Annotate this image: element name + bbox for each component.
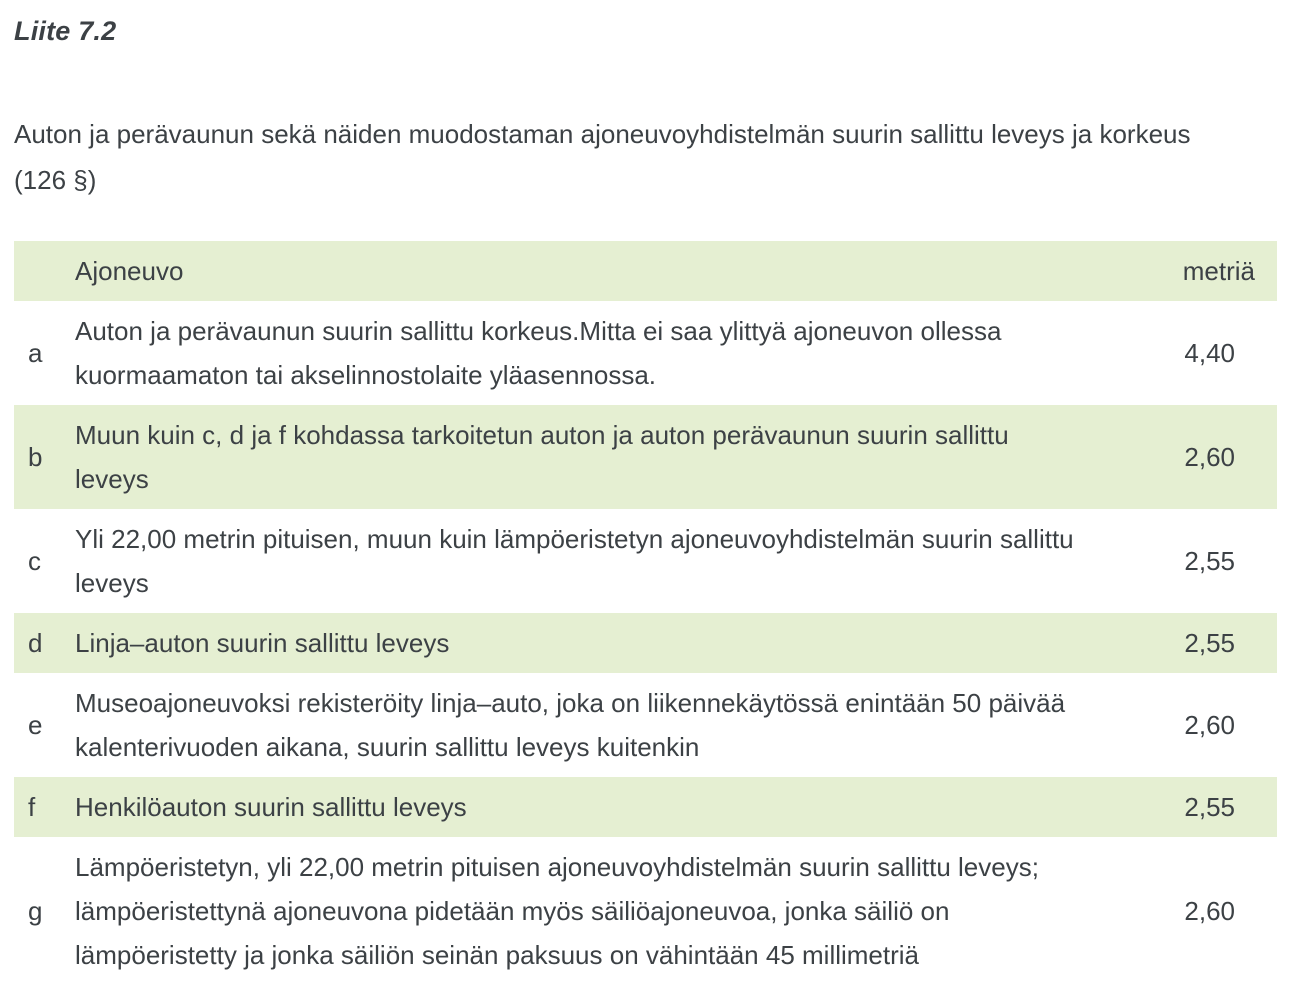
row-description-cell: Auton ja perävaunun suurin sallittu korkeus.Mitta ei saa ylittyä ajoneuvon ollessa kuormaamaton tai akselinnostolaite yläasennossa. — [75, 316, 1002, 390]
row-key-cell: b — [28, 442, 43, 472]
row-description-cell: Muun kuin c, d ja f kohdassa tarkoitetun auton ja auton perävaunun suurin sallittu leveys — [75, 420, 1009, 494]
row-description-cell: Henkilöauton suurin sallittu leveys — [75, 792, 467, 822]
row-description-cell: Museoajoneuvoksi rekisteröity linja–auto, joka on liikennekäytössä enintään 50 päivää kalenterivuoden aikana, suurin sallittu leveys kuitenkin — [75, 688, 1066, 762]
appendix-title: Liite 7.2 — [14, 16, 117, 46]
table-row — [14, 509, 1277, 613]
table-row — [14, 837, 1277, 985]
table-row — [14, 613, 1277, 673]
header-key-cell — [14, 241, 75, 301]
header-vehicle-cell: Ajoneuvo — [75, 256, 184, 286]
table-row — [14, 673, 1277, 777]
row-key-cell: d — [28, 628, 43, 658]
header-row — [14, 241, 1277, 301]
row-description-cell: Yli 22,00 metrin pituisen, muun kuin lämpöeristetyn ajoneuvoyhdistelmän suurin sallittu leveys — [75, 524, 1074, 598]
row-value-cell: 2,60 — [1184, 710, 1235, 740]
row-key-cell: e — [28, 710, 43, 740]
table-row — [14, 405, 1277, 509]
table-row — [14, 301, 1277, 405]
row-key-cell: f — [28, 792, 36, 822]
vehicle-limits-table — [14, 241, 1277, 985]
row-key-cell: a — [28, 338, 43, 368]
row-value-cell: 2,60 — [1184, 442, 1235, 472]
row-value-cell: 4,40 — [1184, 338, 1235, 368]
row-description-cell: Lämpöeristetyn, yli 22,00 metrin pituisen ajoneuvoyhdistelmän suurin sallittu leveys; lämpöeristettynä ajoneuvona pidetään myös säiliöajoneuvoa, jonka säiliö on lämpöeristetty ja jonka säiliön seinän paksuus on vähintään 45 millimetriä — [75, 852, 1039, 970]
header-metres-cell: metriä — [1182, 256, 1255, 286]
table-row — [14, 777, 1277, 837]
table-header — [14, 241, 1277, 301]
row-key-cell: g — [28, 896, 43, 926]
row-value-cell: 2,60 — [1184, 896, 1235, 926]
row-description-cell: Linja–auton suurin sallittu leveys — [75, 628, 450, 658]
row-value-cell: 2,55 — [1184, 628, 1235, 658]
row-value-cell: 2,55 — [1184, 792, 1235, 822]
intro-paragraph: Auton ja perävaunun sekä näiden muodostaman ajoneuvoyhdistelmän suurin sallittu leveys ja korkeus (126 §) — [14, 119, 1191, 195]
table-body — [14, 301, 1277, 985]
row-value-cell: 2,55 — [1184, 546, 1235, 576]
row-key-cell: c — [28, 546, 41, 576]
